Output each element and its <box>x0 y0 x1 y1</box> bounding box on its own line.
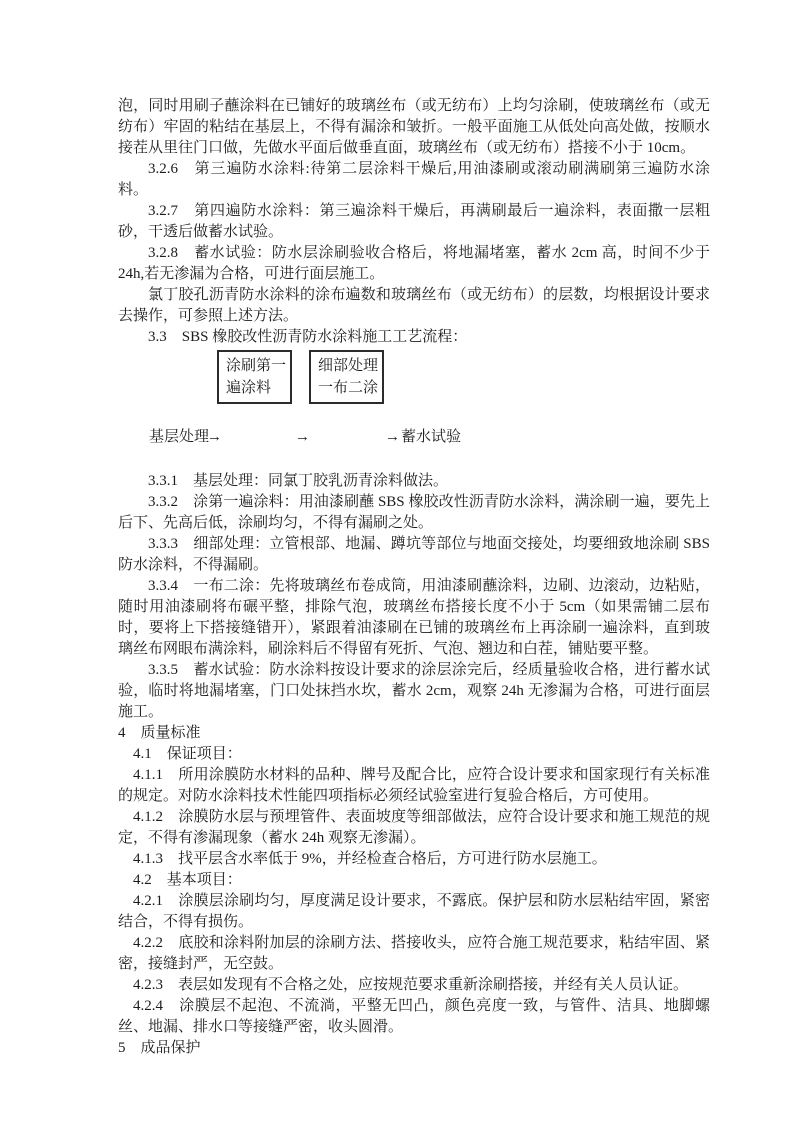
right-arrow-icon: → <box>385 429 400 445</box>
flow-box-first-coat <box>217 350 292 404</box>
flow-box-first-coat-line1: 涂刷第一 <box>226 358 287 374</box>
flow-arrow-row <box>118 427 710 448</box>
flow-box-detail-line1: 细部处理 <box>318 358 379 374</box>
paragraph-continuation: 泡，同时用刷子蘸涂料在已铺好的玻璃丝布（或无纺布）上均匀涂刷，使玻璃丝布（或无纺布）牢固的粘结在基层上，不得有漏涂和皱折。一般平面施工从低处向高处做，按顺水接茬从里往门口做，先做水平面后做垂直面，玻璃丝布（或无纺布）搭接不小于 10cm。 <box>118 98 710 156</box>
para-4-1-1: 4.1.1 所用涂膜防水材料的品种、牌号及配合比，应符合设计要求和国家现行有关标准的规定。对防水涂料技术性能四项指标必须经试验室进行复验合格后，方可使用。 <box>118 767 710 804</box>
para-3-3-2: 3.3.2 涂第一遍涂料：用油漆刷蘸 SBS 橡胶改性沥青防水涂料，满涂刷一遍，要先上后下、先高后低，涂刷均匀，不得有漏刷之处。 <box>118 494 710 531</box>
para-chloroprene-note: 氯丁胶孔沥青防水涂料的涂布遍数和玻璃丝布（或无纺布）的层数，均根据设计要求去操作，可参照上述方法。 <box>118 287 710 324</box>
process-flowchart <box>118 348 710 471</box>
para-3-2-8: 3.2.8 蓄水试验：防水层涂刷验收合格后，将地漏堵塞，蓄水 2cm 高，时间不少于 24h,若无渗漏为合格，可进行面层施工。 <box>118 245 710 282</box>
para-3-3-3: 3.3.3 细部处理：立管根部、地漏、蹲坑等部位与地面交接处，均要细致地涂刷 SBS 防水涂料，不得漏刷。 <box>118 536 710 573</box>
section-heading-5-product-protection: 5 成品保护 <box>118 1040 201 1056</box>
para-3-3-5: 3.3.5 蓄水试验：防水涂料按设计要求的涂层涂完后，经质量验收合格，进行蓄水试验，临时将地漏堵塞，门口处抹挡水坎，蓄水 2cm，观察 24h 无渗漏为合格，可进行面层施工。 <box>118 662 710 720</box>
heading-3-3-process-flow: 3.3 SBS 橡胶改性沥青防水涂料施工工艺流程： <box>148 329 468 345</box>
flow-start-label: 基层处理 <box>149 429 210 445</box>
para-4-1-2: 4.1.2 涂膜防水层与预埋管件、表面坡度等细部做法，应符合设计要求和施工规范的规定，不得有渗漏现象（蓄水 24h 观察无渗漏）。 <box>118 809 710 846</box>
para-4-1-3: 4.1.3 找平层含水率低于 9%，并经检查合格后，方可进行防水层施工。 <box>133 851 607 867</box>
flow-box-detail-treatment <box>309 350 384 404</box>
para-3-2-6: 3.2.6 第三遍防水涂料:待第二层涂料干燥后,用油漆刷或滚动刷满刷第三遍防水涂料。 <box>118 161 710 198</box>
para-4-1: 4.1 保证项目： <box>133 746 242 762</box>
flow-end-label: 蓄水试验 <box>401 429 462 445</box>
para-4-2: 4.2 基本项目： <box>133 872 242 888</box>
flow-box-detail-line2: 一布二涂 <box>318 380 379 396</box>
para-3-2-7: 3.2.7 第四遍防水涂料：第三遍涂料干燥后，再满刷最后一遍涂料，表面撒一层粗砂，干透后做蓄水试验。 <box>118 203 710 240</box>
right-arrow-icon: → <box>207 429 222 445</box>
para-4-2-2: 4.2.2 底胶和涂料附加层的涂刷方法、搭接收头，应符合施工规范要求，粘结牢固、紧密，接缝封严，无空鼓。 <box>118 935 710 972</box>
flow-box-first-coat-line2: 遍涂料 <box>226 380 272 396</box>
para-4-2-1: 4.2.1 涂膜层涂刷均匀，厚度满足设计要求，不露底。保护层和防水层粘结牢固，紧密结合，不得有损伤。 <box>118 893 710 930</box>
para-4-2-3: 4.2.3 表层如发现有不合格之处，应按规范要求重新涂刷搭接，并经有关人员认证。 <box>133 977 689 993</box>
document-body <box>118 96 710 1059</box>
para-3-3-1: 3.3.1 基层处理：同氯丁胶乳沥青涂料做法。 <box>148 473 449 489</box>
para-3-3-4: 3.3.4 一布二涂：先将玻璃丝布卷成筒，用油漆刷蘸涂料，边刷、边滚动，边粘贴，随时用油漆刷将布碾平整，排除气泡，玻璃丝布搭接长度不小于 5cm（如果需铺二层布时，要将上下搭接缝错开），紧跟着油漆刷在已铺的玻璃丝布上再涂刷一遍涂料，直到玻璃丝布网眼布满涂料，刷涂料后不得留有死折、气泡、翘边和白茬，铺贴要平整。 <box>118 578 710 657</box>
para-4-2-4: 4.2.4 涂膜层不起泡、不流淌，平整无凹凸，颜色亮度一致，与管件、洁具、地脚螺丝、地漏、排水口等接缝严密，收头圆滑。 <box>118 998 710 1035</box>
section-heading-4-quality-standard: 4 质量标准 <box>118 725 201 741</box>
right-arrow-icon: → <box>295 429 310 445</box>
